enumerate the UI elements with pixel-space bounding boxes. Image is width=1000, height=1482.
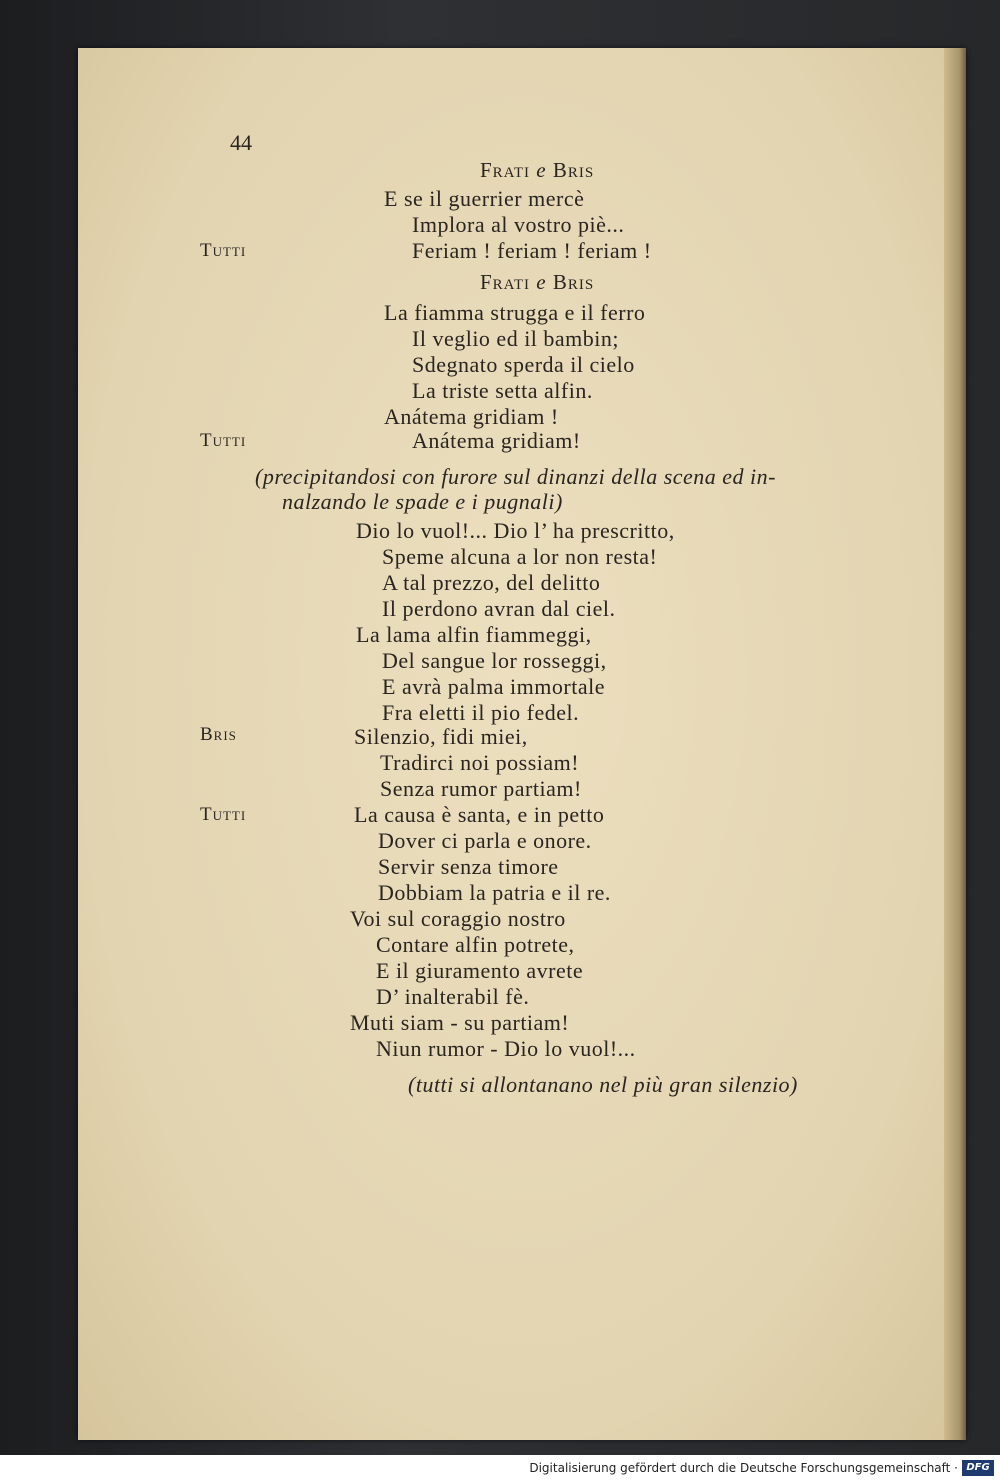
stage-direction: nalzando le spade e i pugnali) xyxy=(282,489,563,514)
dfg-logo: DFG xyxy=(962,1460,994,1476)
page-gutter xyxy=(944,48,966,1440)
verse-line: Dover ci parla e onore. xyxy=(378,828,592,853)
verse-line: La lama alfin fiammeggi, xyxy=(356,622,592,647)
speaker-label: Bris xyxy=(200,724,237,745)
heading-name: Frati xyxy=(480,158,531,182)
verse-line: Dio lo vuol!... Dio l’ ha prescritto, xyxy=(356,518,675,543)
verse-line: D’ inalterabil fè. xyxy=(376,984,530,1009)
heading-name: Bris xyxy=(552,270,595,294)
heading-name: Bris xyxy=(552,158,595,182)
verse-line: Anátema gridiam ! xyxy=(384,404,559,429)
verse-line: Il veglio ed il bambin; xyxy=(412,326,620,351)
speaker-label: Tutti xyxy=(200,240,247,261)
footer-bar xyxy=(0,1455,1000,1482)
funding-credit: Digitalisierung gefördert durch die Deutsche Forschungsgemeinschaft · xyxy=(529,1461,958,1475)
verse-line: Implora al vostro piè... xyxy=(412,212,625,237)
heading-name: Frati xyxy=(480,270,531,294)
speaker-label: Tutti xyxy=(200,804,247,825)
verse-line: Niun rumor - Dio lo vuol!... xyxy=(376,1036,636,1061)
verse-line: Fra eletti il pio fedel. xyxy=(382,700,580,725)
verse-line: E il giuramento avrete xyxy=(376,958,584,983)
stage-direction: (tutti si allontanano nel più gran silenzio) xyxy=(408,1072,798,1097)
verse-line: Silenzio, fidi miei, xyxy=(354,724,528,749)
verse-line: Senza rumor partiam! xyxy=(380,776,582,801)
verse-line: Contare alfin potrete, xyxy=(376,932,575,957)
verse-line: Voi sul coraggio nostro xyxy=(350,906,566,931)
verse-line: Dobbiam la patria e il re. xyxy=(378,880,611,905)
speaker-heading-frati-bris xyxy=(480,158,594,183)
verse-line: La fiamma strugga e il ferro xyxy=(384,300,646,325)
verse-line: Servir senza timore xyxy=(378,854,559,879)
verse-line: A tal prezzo, del delitto xyxy=(382,570,601,595)
verse-line: Il perdono avran dal ciel. xyxy=(382,596,616,621)
verse-line: E avrà palma immortale xyxy=(382,674,605,699)
speaker-heading-frati-bris xyxy=(480,270,594,295)
stage-direction: (precipitandosi con furore sul dinanzi della scena ed in- xyxy=(255,464,776,489)
speaker-label: Tutti xyxy=(200,430,247,451)
verse-line: La triste setta alfin. xyxy=(412,378,593,403)
verse-line: Muti siam - su partiam! xyxy=(350,1010,570,1035)
verse-line: Sdegnato sperda il cielo xyxy=(412,352,635,377)
verse-line: Feriam ! feriam ! feriam ! xyxy=(412,238,652,263)
verse-line: Anátema gridiam! xyxy=(412,428,581,453)
verse-line: Tradirci noi possiam! xyxy=(380,750,580,775)
heading-conjunction: e xyxy=(536,158,547,182)
verse-line: La causa è santa, e in petto xyxy=(354,802,605,827)
page-number: 44 xyxy=(230,130,252,155)
verse-line: Speme alcuna a lor non resta! xyxy=(382,544,658,569)
verse-line: E se il guerrier mercè xyxy=(384,186,585,211)
verse-line: Del sangue lor rosseggi, xyxy=(382,648,607,673)
heading-conjunction: e xyxy=(536,270,547,294)
